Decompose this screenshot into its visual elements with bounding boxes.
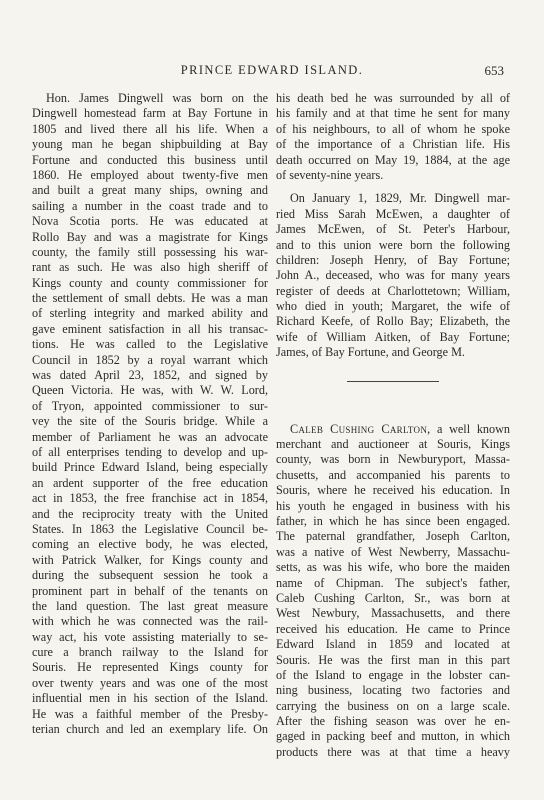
text-line: Nova Scotia ports. He was educated at xyxy=(32,214,268,229)
text-line: death occurred on May 19, 1884, at the age xyxy=(276,152,510,167)
text-line: was a native of West Newberry, Massachu- xyxy=(276,544,510,559)
text-line: was dated April 23, 1852, and signed by xyxy=(32,368,268,383)
dingwell-family-paragraph xyxy=(276,191,510,360)
text-line: Fortune and conducted this business until xyxy=(32,152,268,167)
text-line: his youth he engaged in business with his xyxy=(276,498,510,513)
text-line: of the importance of a Christian life. His xyxy=(276,137,510,152)
text-line: act in 1853, the free franchise act in 1854, xyxy=(32,491,268,506)
text-line: States. In 1863 the Legislative Council be- xyxy=(32,521,268,536)
text-line: Souris, where he received his education. In xyxy=(276,483,510,498)
text-line: of his neighbours, to all of whom he spoke xyxy=(276,121,510,136)
text-line: register of deeds at Charlottetown; William, xyxy=(276,283,510,298)
running-title: PRINCE EDWARD ISLAND. xyxy=(180,63,364,77)
section-divider xyxy=(347,381,439,382)
text-line: prominent part in behalf of the tenants on xyxy=(32,583,268,598)
text-line: sailing a number in the coast trade and to xyxy=(32,198,268,213)
text-line: during the subsequent session he took a xyxy=(32,568,268,583)
text-line: ning business, locating two factories and xyxy=(276,683,510,698)
text-line: county, was born in Newburyport, Massa- xyxy=(276,452,510,467)
text-line: tions. He was called to the Legislative xyxy=(32,337,268,352)
text-line: The paternal grandfather, Joseph Carlton, xyxy=(276,529,510,544)
text-line: build Prince Edward Island, being especially xyxy=(32,460,268,475)
text-line: young man he began shipbuilding at Bay xyxy=(32,137,268,152)
text-line: the settlement of small debts. He was a man xyxy=(32,291,268,306)
text-line: carrying the business on on a large scale. xyxy=(276,698,510,713)
carlton-paragraph xyxy=(276,422,510,761)
page-header xyxy=(0,63,544,79)
text-line: terian church and led an exemplary life. On xyxy=(32,722,268,737)
text-line: products there was at that time a heavy xyxy=(276,744,510,759)
text-line: Queen Victoria. He was, with W. W. Lord, xyxy=(32,383,268,398)
text-line: ried Miss Sarah McEwen, a daughter of xyxy=(276,206,510,221)
text-line: an ardent supporter of the free education xyxy=(32,475,268,490)
text-line: coming an elective body, he was elected, xyxy=(32,537,268,552)
text-line: of Tryon, appointed commissioner to sur- xyxy=(32,398,268,413)
text-line: name of Chipman. The subject's father, xyxy=(276,575,510,590)
biography-name: Caleb Cushing Carlton xyxy=(290,421,428,436)
right-column xyxy=(276,91,510,760)
text-line: over twenty years and was one of the most xyxy=(32,675,268,690)
text-line: He was a faithful member of the Presby- xyxy=(32,706,268,721)
text-line: with Patrick Walker, for Kings county and xyxy=(32,552,268,567)
text-line: way act, his vote assisting materially to se- xyxy=(32,629,268,644)
text-line: gaged in packing beef and mutton, in which xyxy=(276,729,510,744)
text-line: and the reciprocity treaty with the United xyxy=(32,506,268,521)
text-line: Dingwell homestead farm at Bay Fortune in xyxy=(32,106,268,121)
dingwell-paragraph-continued xyxy=(276,91,510,183)
text-line: 1805 and lived there all his life. When a xyxy=(32,121,268,136)
text-line: James, of Bay Fortune, and George M. xyxy=(276,345,465,360)
text-line: who died in youth; Margaret, the wife of xyxy=(276,299,510,314)
left-column xyxy=(32,91,268,737)
text-line: his family and at that time he sent for many xyxy=(276,106,510,121)
text-line: received his education. He came to Prince xyxy=(276,621,510,636)
text-line: Council in 1852 by a royal warrant which xyxy=(32,352,268,367)
text-line: chusetts, and accompanied his parents to xyxy=(276,467,510,482)
text-line: children: Joseph Henry, of Bay Fortune; xyxy=(276,252,510,267)
text-line: the land question. The last great measure xyxy=(32,598,268,613)
text-line: and built a great many ships, owning and xyxy=(32,183,268,198)
text-line: county, the family still possessing his war- xyxy=(32,244,268,259)
text-line: gave eminent satisfaction in all his transac- xyxy=(32,321,268,336)
text-line: Caleb Cushing Carlton, Sr., was born at xyxy=(276,590,510,605)
text-line: Rollo Bay and was a magistrate for Kings xyxy=(32,229,268,244)
text-line: 1860. He employed about twenty-five men xyxy=(32,167,268,182)
text-line: and to this union were born the following xyxy=(276,237,510,252)
text-line: rant as such. He was also high sheriff of xyxy=(32,260,268,275)
text-line: influential men in his section of the Island. xyxy=(32,691,268,706)
text-line: Hon. James Dingwell was born on the xyxy=(46,91,268,105)
text-line: Caleb Cushing Carlton, a well known xyxy=(290,421,510,436)
text-line: John A., deceased, who was for many years xyxy=(276,268,510,283)
text-line: of seventy-nine years. xyxy=(276,167,384,182)
text-line: of the Island to engage in the lobster can- xyxy=(276,667,510,682)
text-line: setts, as was his wife, who bore the maiden xyxy=(276,560,510,575)
text-line: On January 1, 1829, Mr. Dingwell mar- xyxy=(290,191,510,206)
text-line: Richard Keefe, of Rollo Bay; Elizabeth, the xyxy=(276,314,510,329)
text-line: his death bed he was surrounded by all of xyxy=(276,91,510,105)
text-line: of sterling integrity and marked ability and xyxy=(32,306,268,321)
text-line: Souris. He was the first man in this part xyxy=(276,652,510,667)
text-line: West Newbury, Massachusetts, and there xyxy=(276,606,510,621)
text-line: James McEwen, of St. Peter's Harbour, xyxy=(276,222,510,237)
text-line: Kings county and county commissioner for xyxy=(32,275,268,290)
text-line: merchant and auctioneer at Souris, Kings xyxy=(276,437,510,452)
text-line: After the fishing season was over he en- xyxy=(276,714,510,729)
text-line: Souris. He represented Kings county for xyxy=(32,660,268,675)
text-line: with which he was connected was the rail- xyxy=(32,614,268,629)
text-line: cure a branch railway to the Island for xyxy=(32,645,268,660)
text-line: of all enterprises tending to develop and up- xyxy=(32,444,268,459)
text-line: Edward Island in 1859 and located at xyxy=(276,637,510,652)
text-line: father, in which he has since been engaged. xyxy=(276,513,510,528)
text-line: member of Parliament he was an advocate xyxy=(32,429,268,444)
text-line: vey the site of the Souris bridge. While a xyxy=(32,414,268,429)
text-line: wife of William Aitken, of Bay Fortune; xyxy=(276,329,510,344)
page-number: 653 xyxy=(484,63,504,78)
